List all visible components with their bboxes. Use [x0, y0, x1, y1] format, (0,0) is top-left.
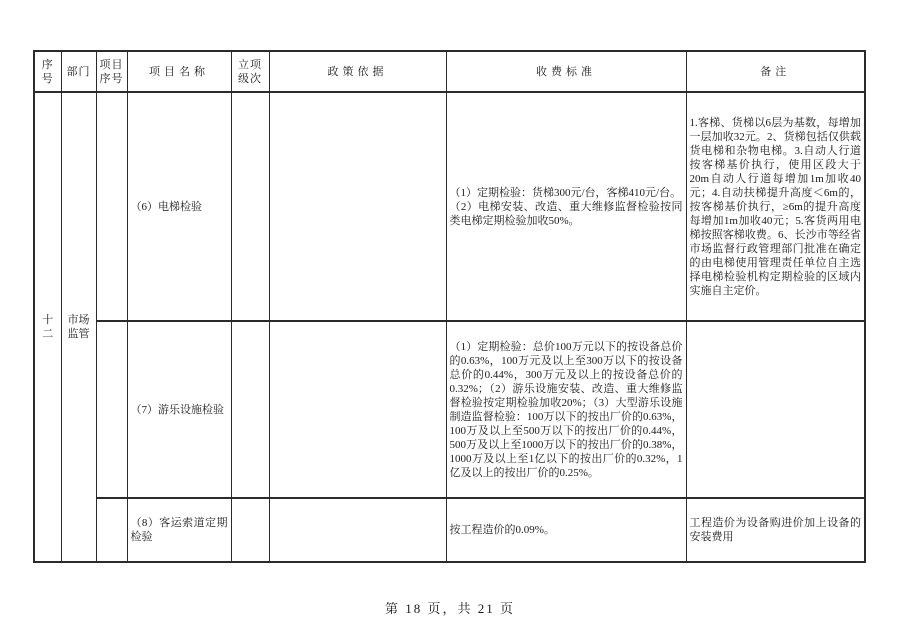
cell-fee-standard: （1）定期检验：货梯300元/台，客梯410元/台。 （2）电梯安装、改造、重大维修监督检验按同类电梯定期检验加收50%。 — [446, 92, 686, 321]
header-fee-standard: 收费标准 — [446, 51, 686, 92]
cell-remarks: 1.客梯、货梯以6层为基数，每增加一层加收32元。2、货梯包括仅供载货电梯和杂物电梯。3.自动人行道按客梯基价执行，使用区段大于20m自动人行道每增加1m加收40元；4.自动扶梯提升高度＜6m的，按客梯基价执行，≥6m的提升高度每增加1m加收40元；5.客货两用电梯按照客梯收费。6、长沙市等经省市场监督行政管理部门批准在确定的由电梯使用管理责任单位自主选择电梯检验机构定期检验的区域内实施自主定价。 — [686, 92, 865, 321]
header-project-seq: 项目序号 — [96, 51, 127, 92]
cell-project-name: （8）客运索道定期检验 — [127, 498, 231, 562]
fee-schedule-table — [33, 50, 866, 563]
header-project-name: 项目名称 — [127, 51, 231, 92]
header-remarks: 备注 — [686, 51, 865, 92]
cell-remarks — [686, 321, 865, 498]
header-serial: 序号 — [34, 51, 61, 92]
header-row — [34, 51, 865, 92]
cell-project-seq — [96, 321, 127, 498]
header-policy-basis: 政策依据 — [269, 51, 446, 92]
cell-policy-basis — [269, 321, 446, 498]
cell-group-serial: 十二 — [34, 92, 61, 562]
cell-remarks: 工程造价为设备购进价加上设备的安装费用 — [686, 498, 865, 562]
header-approval-level: 立项级次 — [231, 51, 269, 92]
cell-group-department: 市场监管 — [61, 92, 96, 562]
cell-approval-level — [231, 92, 269, 321]
cell-project-seq — [96, 498, 127, 562]
cell-fee-standard: （1）定期检验：总价100万元以下的按设备总价的0.63%，100万元及以上至300万以下的按设备总价的0.44%，300万元及以上的按设备总价的0.32%；（2）游乐设施安装、改造、重大维修监督检验按定期检验加收20%；（3）大型游乐设施制造监督检验：100万以下的按出厂价的0.63%，100万及以上至500万以下的按出厂价的0.44%，500万及以上至1000万以下的按出厂价的0.38%，1000万及以上至1亿以下的按出厂价的0.32%，1亿及以上的按出厂价的0.25%。 — [446, 321, 686, 498]
cell-approval-level — [231, 498, 269, 562]
cell-project-name: （6）电梯检验 — [127, 92, 231, 321]
page-number-footer: 第 18 页，共 21 页 — [384, 601, 515, 616]
table-row — [34, 92, 865, 321]
header-department: 部门 — [61, 51, 96, 92]
cell-policy-basis — [269, 498, 446, 562]
table-row — [34, 498, 865, 562]
cell-approval-level — [231, 321, 269, 498]
table-row — [34, 321, 865, 498]
cell-project-seq — [96, 92, 127, 321]
cell-policy-basis — [269, 92, 446, 321]
cell-project-name: （7）游乐设施检验 — [127, 321, 231, 498]
cell-fee-standard: 按工程造价的0.09%。 — [446, 498, 686, 562]
